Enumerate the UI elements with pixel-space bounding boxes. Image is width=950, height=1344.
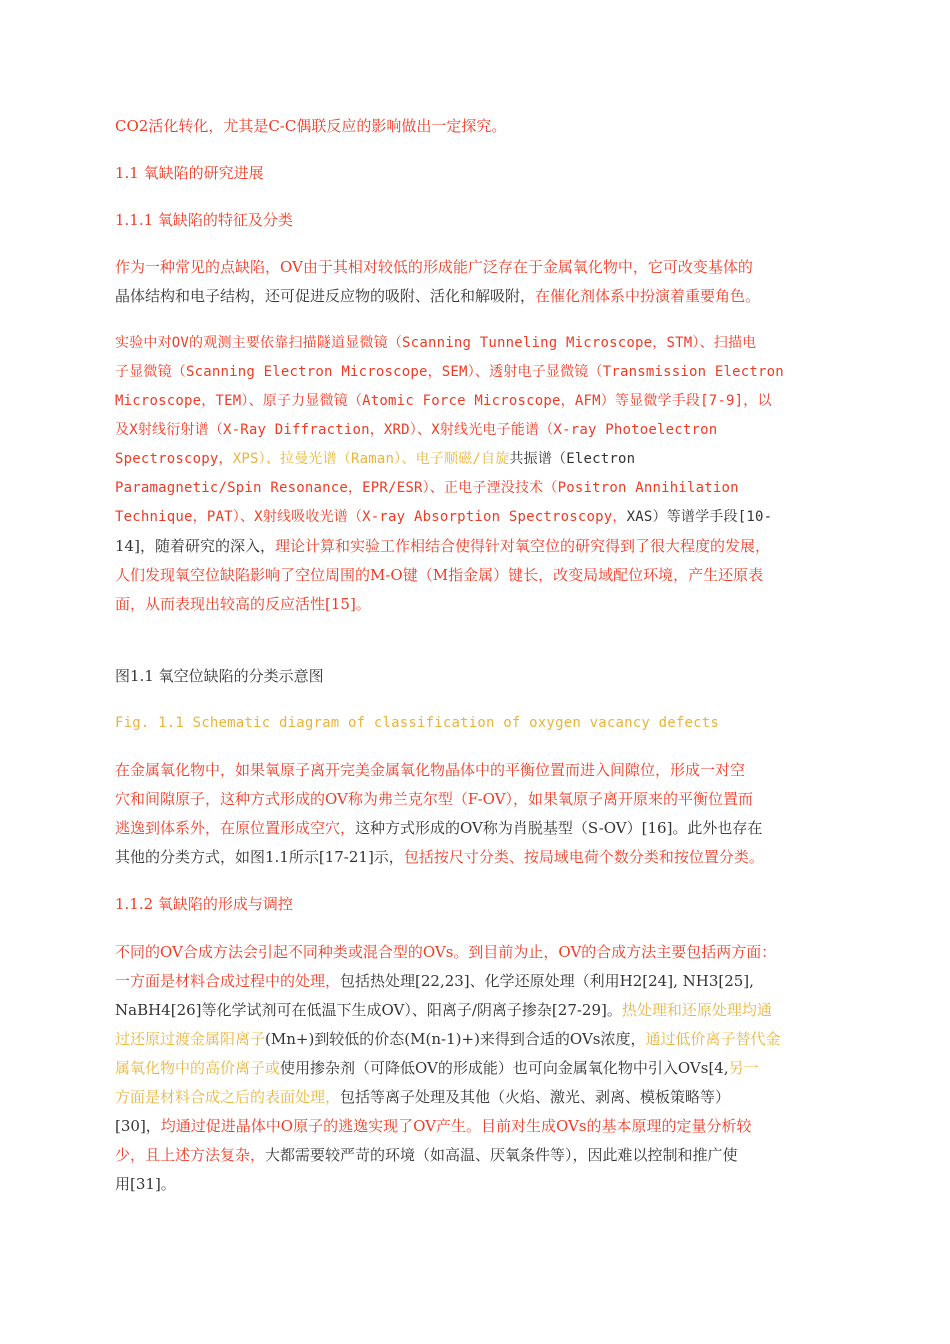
figure-caption-cn: 图1.1 氧空位缺陷的分类示意图 <box>115 667 324 685</box>
paragraph-ov-definition: 作为一种常见的点缺陷，OV由于其相对较低的形成能广泛存在于金属氧化物中，它可改变基体的 晶体结构和电子结构，还可促进反应物的吸附、活化和解吸附，在催化剂体系中扮演着重要角色。 <box>115 258 761 305</box>
section-heading-1-1-2: 1.1.2 氧缺陷的形成与调控 <box>115 895 293 913</box>
document-page <box>115 112 837 1199</box>
section-heading-1-1-1: 1.1.1 氧缺陷的特征及分类 <box>115 211 293 229</box>
figure-caption-en: Fig. 1.1 Schematic diagram of classification of oxygen vacancy defects <box>115 715 720 731</box>
section-heading-1-1: 1.1 氧缺陷的研究进展 <box>115 164 264 182</box>
intro-line: CO2活化转化，尤其是C-C偶联反应的影响做出一定探究。 <box>115 117 507 135</box>
paragraph-ov-classification: 在金属氧化物中，如果氧原子离开完美金属氧化物晶体中的平衡位置而进入间隙位，形成一对空 穴和间隙原子，这种方式形成的OV称为弗兰克尔型（F-OV），如果氧原子离开原来的平衡位置而 逃逸到体系外，在原位置形成空穴，这种方式形成的OV称为肖脱基型（S-OV）[16]。此外也存在 其他的分类方式，如图1.1所示[17-21]示，包括按尺寸分类、按局域电荷个数分类和按位置分类。 <box>115 761 764 866</box>
paragraph-ov-detection: 实验中对OV的观测主要依靠扫描隧道显微镜（Scanning Tunneling Microscope，STM）、扫描电 子显微镜（Scanning Electron Microscope，SEM）、透射电子显微镜（Transmission Electron Microscope，TEM）、原子力显微镜（Atomic Force Microscope，AFM）等显微学手段[7-9]，以 及X射线衍射谱（X-Ray Diffraction，XRD）、X射线光电子能谱（X-ray Photoelectron Spectroscopy，XPS）、拉曼光谱（Raman）、电子顺磁/自旋共振谱（Electron Paramagnetic/Spin Resonance，EPR/ESR）、正电子湮没技术（Positron Annihilation Technique，PAT）、X射线吸收光谱（X-ray Absorption Spectroscopy，XAS）等谱学手段[10- 14]，随着研究的深入，理论计算和实验工作相结合使得针对氧空位的研究得到了很大程度的发展， 人们发现氧空位缺陷影响了空位周围的M-O键（M指金属）键长，改变局域配位环境，产生还原表 面，从而表现出较高的反应活性[15]。 <box>115 335 784 613</box>
paragraph-ov-synthesis: 不同的OV合成方法会引起不同种类或混合型的OVs。到目前为止，OV的合成方法主要包括两方面： 一方面是材料合成过程中的处理，包括热处理[22,23]、化学还原处理（利用H2[24], NH3[25], NaBH4[26]等化学试剂可在低温下生成OV）、阳离子/阴离子掺杂[27-29]。热处理和还原处理均通 过还原过渡金属阳离子(Mn+)到较低的价态(M(n-1)+)来得到合适的OVs浓度，通过低价离子替代金 属氧化物中的高价离子或使用掺杂剂（可降低OV的形成能）也可向金属氧化物中引入OVs[4,另一 方面是材料合成之后的表面处理，包括等离子处理及其他（火焰、激光、剥离、模板策略等） [30]，均通过促进晶体中O原子的逃逸实现了OV产生。目前对生成OVs的基本原理的定量分析较 少，且上述方法复杂，大都需要较严苛的环境（如高温、厌氧条件等），因此难以控制和推广使 用[31]。 <box>115 943 781 1193</box>
